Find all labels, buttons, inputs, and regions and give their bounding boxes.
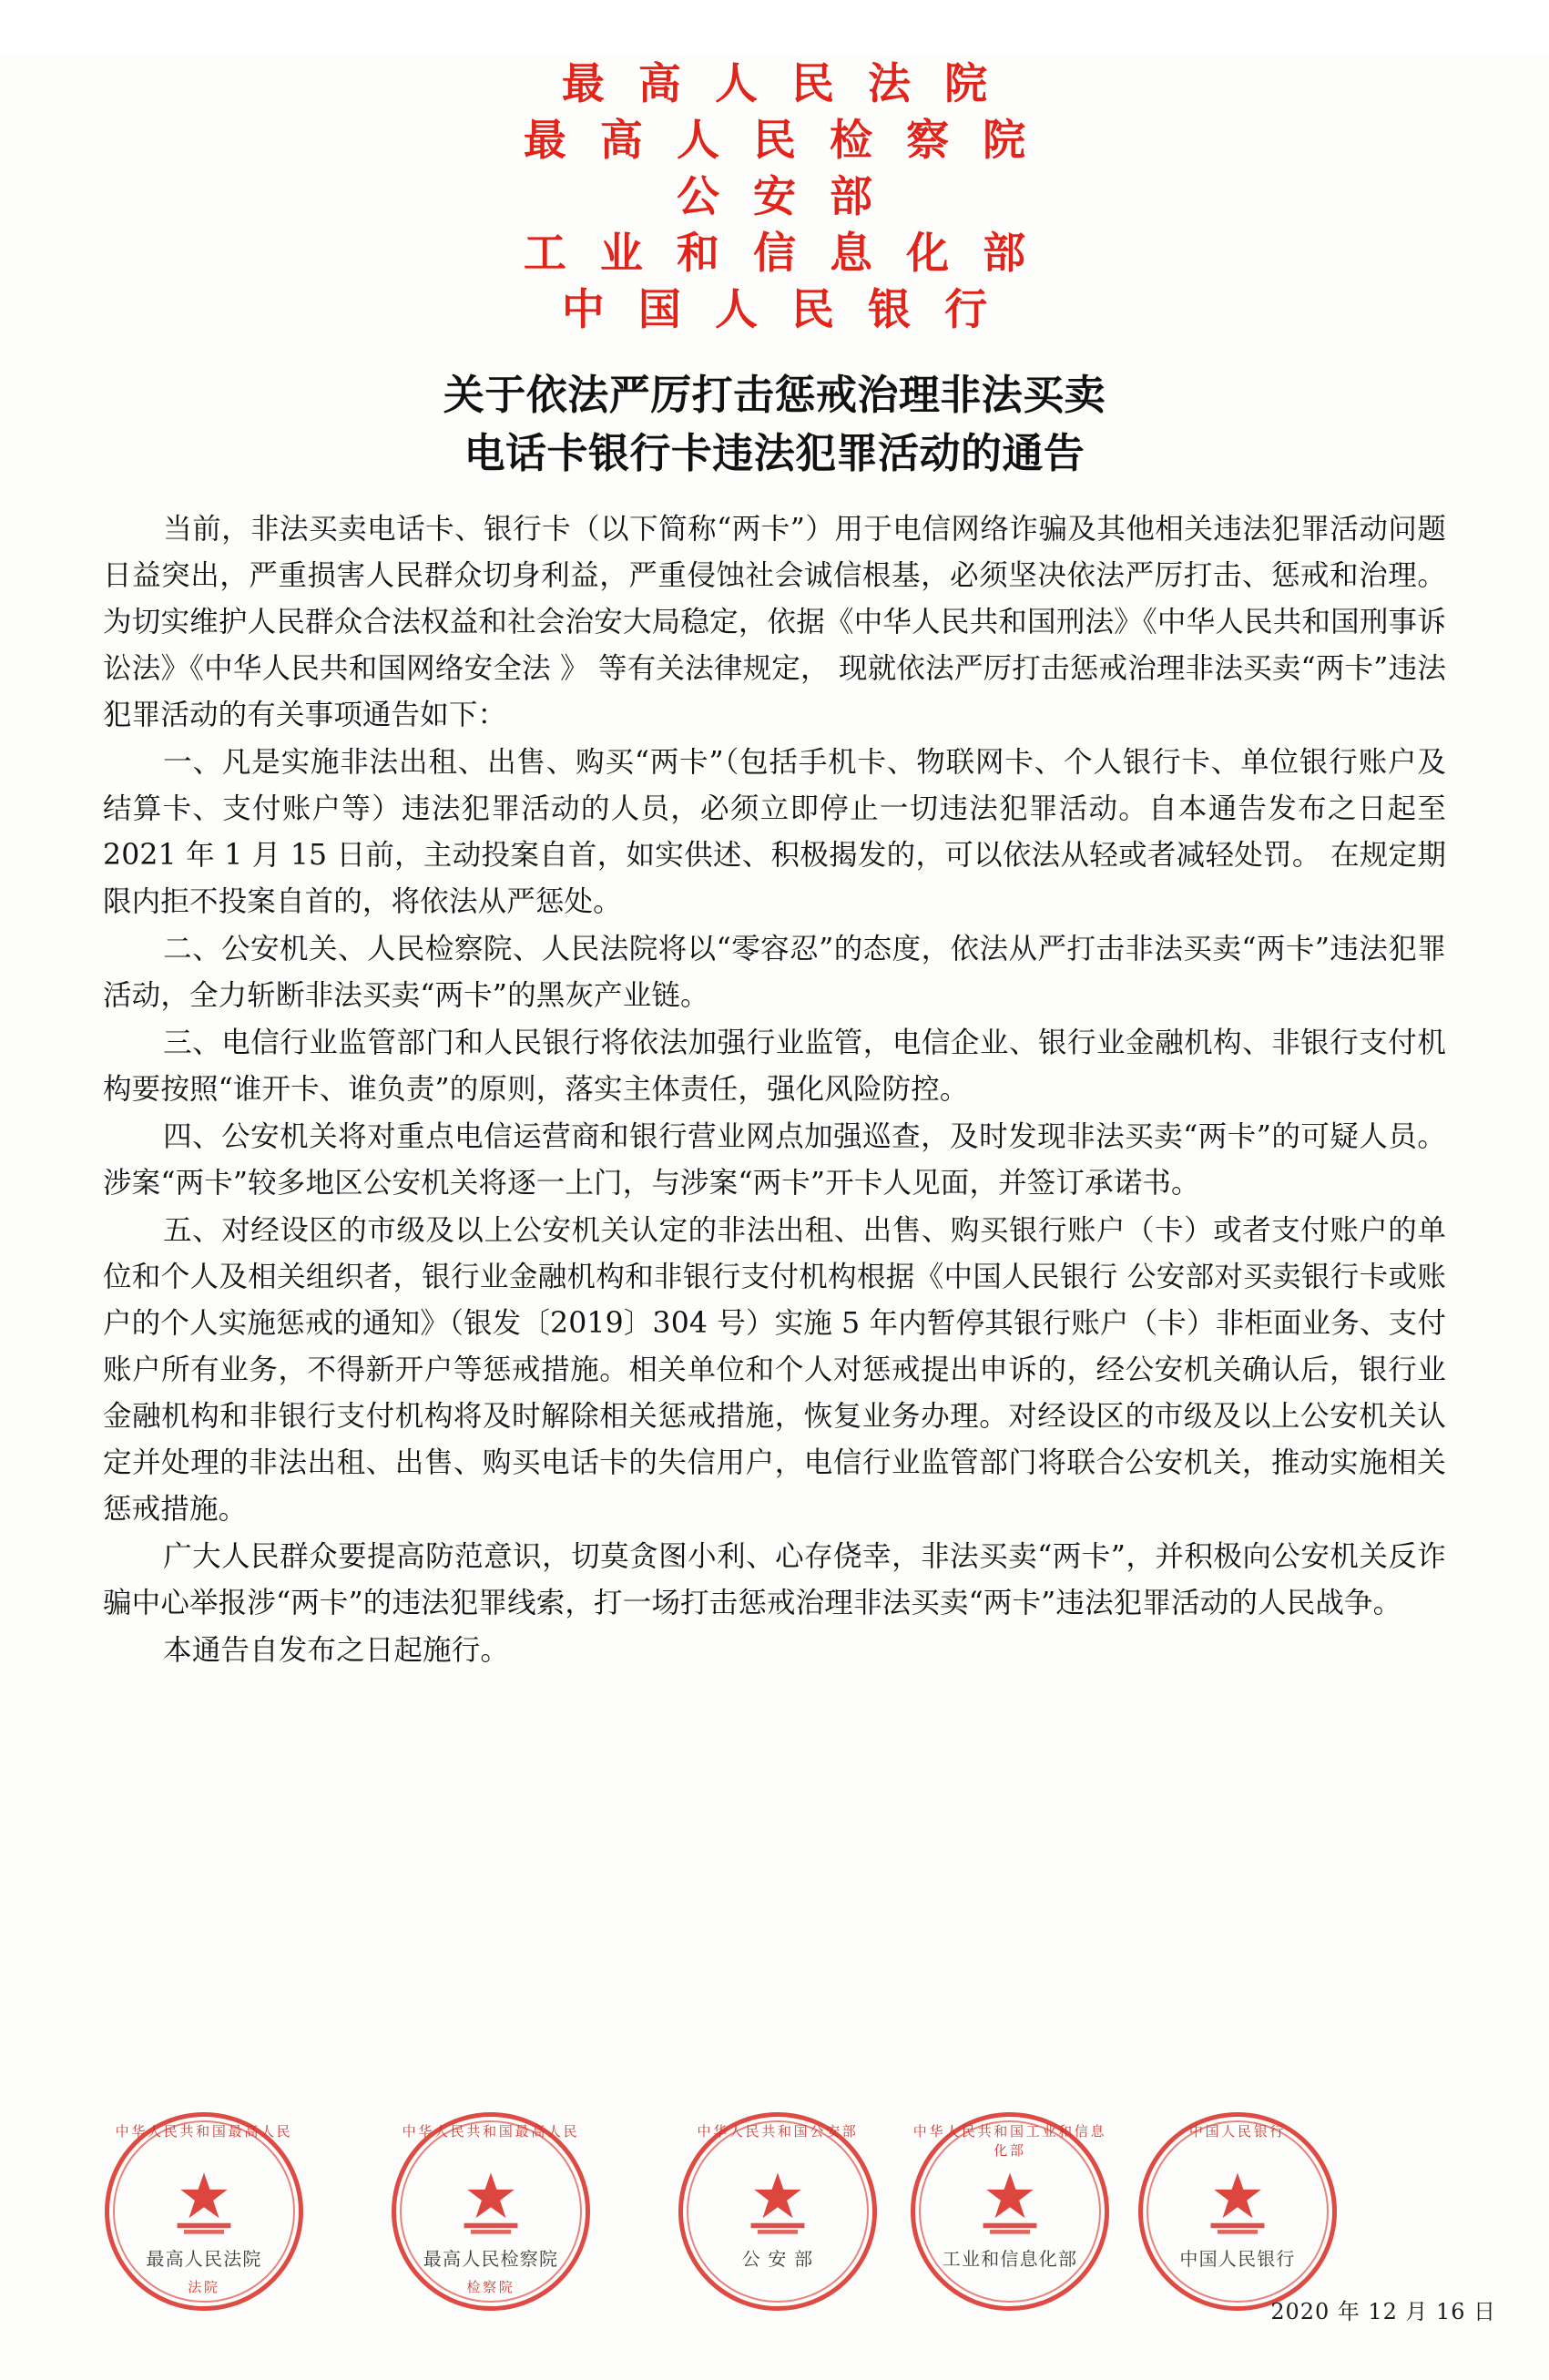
seal-org-name: 最高人民法院	[146, 2248, 262, 2270]
seal-arc-text-bottom: 检察院	[466, 2279, 515, 2295]
document-body	[103, 506, 1446, 1674]
national-emblem-icon	[1196, 2164, 1279, 2252]
seal-arc-text-top: 中国人民银行	[1188, 2123, 1287, 2140]
letterhead-line-4: 工 业 和 信 息 化 部	[523, 229, 1035, 280]
letterhead-line-3: 公 安 部	[676, 172, 882, 223]
letterhead	[493, 56, 1057, 339]
page-title-line-1: 关于依法严厉打击惩戒治理非法买卖	[443, 371, 1106, 420]
seal-org-name: 公 安 部	[741, 2248, 814, 2270]
national-emblem-icon	[968, 2164, 1052, 2252]
seal-arc-text-top: 中华人民共和国最高人民	[402, 2123, 580, 2140]
page-title-line-2: 电话卡银行卡违法犯罪活动的通告	[464, 429, 1085, 478]
paragraph-intro: 当前，非法买卖电话卡、银行卡（以下简称“两卡”）用于电信网络诈骗及其他相关违法犯罪活动问题日益突出，严重损害人民群众切身利益，严重侵蚀社会诚信根基，必须坚决依法严厉打击、惩戒和治理。为切实维护人民群众合法权益和社会治安大局稳定，依据《中华人民共和国刑法》《中华人民共和国刑事诉讼法》《中华人民共和国网络安全法 》 等有关法律规定， 现就依法严厉打击惩戒治理非法买卖“两卡”违法犯罪活动的有关事项通告如下：	[103, 512, 1446, 731]
seal-org-name: 中国人民银行	[1179, 2248, 1296, 2270]
paragraph-item-3: 三、电信行业监管部门和人民银行将依法加强行业监管，电信企业、银行业金融机构、非银行支付机构要按照“谁开卡、谁负责”的原则，落实主体责任，强化风险防控。	[103, 1027, 1446, 1107]
paragraph-public-appeal: 广大人民群众要提高防范意识，切莫贪图小利、心存侥幸，非法买卖“两卡”，并积极向公安机关反诈骗中心举报涉“两卡”的违法犯罪线索，打一场打击惩戒治理非法买卖“两卡”违法犯罪活动的人民战争。	[103, 1540, 1446, 1620]
seal-ministry-of-industry-and-information-technology	[911, 2112, 1109, 2311]
issue-date: 2020 年 12 月 16 日	[1270, 2299, 1496, 2324]
paragraph-item-4: 四、公安机关将对重点电信运营商和银行营业网点加强巡查，及时发现非法买卖“两卡”的可疑人员。涉案“两卡”较多地区公安机关将逐一上门，与涉案“两卡”开卡人见面，并签订承诺书。	[103, 1120, 1446, 1200]
seal-peoples-bank-of-china	[1138, 2112, 1337, 2311]
paragraph-item-1: 一、凡是实施非法出租、出售、购买“两卡”（包括手机卡、物联网卡、个人银行卡、单位银行账户及结算卡、支付账户等）违法犯罪活动的人员，必须立即停止一切违法犯罪活动。自本通告发布之日起至 2021 年 1 月 15 日前，主动投案自首，如实供述、积极揭发的，可以依法从轻或者减轻处罚。 在规定期限内拒不投案自首的，将依法从严惩处。	[103, 746, 1446, 919]
document-page	[0, 56, 1549, 2380]
seal-org-name: 工业和信息化部	[942, 2248, 1078, 2270]
paragraph-item-2: 二、公安机关、人民检察院、人民法院将以“零容忍”的态度，依法从严打击非法买卖“两卡”违法犯罪活动，全力斩断非法买卖“两卡”的黑灰产业链。	[103, 933, 1446, 1013]
letterhead-line-2: 最 高 人 民 检 察 院	[523, 116, 1035, 167]
seal-ministry-of-public-security	[678, 2112, 877, 2311]
seal-supreme-peoples-court	[105, 2112, 303, 2311]
paragraph-item-5: 五、对经设区的市级及以上公安机关认定的非法出租、出售、购买银行账户（卡）或者支付账户的单位和个人及相关组织者，银行业金融机构和非银行支付机构根据《中国人民银行 公安部对买卖银行卡或账户的个人实施惩戒的通知》（银发〔2019〕304 号）实施 5 年内暂停其银行账户（卡）非柜面业务、支付账户所有业务，不得新开户等惩戒措施。相关单位和个人对惩戒提出申诉的，经公安机关确认后，银行业金融机构和非银行支付机构将及时解除相关惩戒措施，恢复业务办理。对经设区的市级及以上公安机关认定并处理的非法出租、出售、购买电话卡的失信用户，电信行业监管部门将联合公安机关，推动实施相关惩戒措施。	[103, 1214, 1446, 1527]
seal-arc-text-top: 中华人民共和国最高人民	[115, 2123, 293, 2140]
seal-org-name: 最高人民检察院	[423, 2248, 559, 2270]
seal-arc-text-top: 中华人民共和国工业和信息化部	[912, 2123, 1107, 2159]
national-emblem-icon	[162, 2164, 246, 2252]
paragraph-effective-date: 本通告自发布之日起施行。	[163, 1634, 510, 1668]
national-emblem-icon	[736, 2164, 820, 2252]
letterhead-line-5: 中 国 人 民 银 行	[561, 285, 997, 336]
seal-supreme-peoples-procuratorate	[392, 2112, 590, 2311]
national-emblem-icon	[449, 2164, 533, 2252]
seal-arc-text-top: 中华人民共和国公安部	[697, 2123, 859, 2140]
page-title	[238, 366, 1312, 483]
seal-arc-text-bottom: 法院	[188, 2279, 220, 2295]
letterhead-line-1: 最 高 人 民 法 院	[561, 59, 997, 109]
seal-row	[0, 2105, 1549, 2333]
